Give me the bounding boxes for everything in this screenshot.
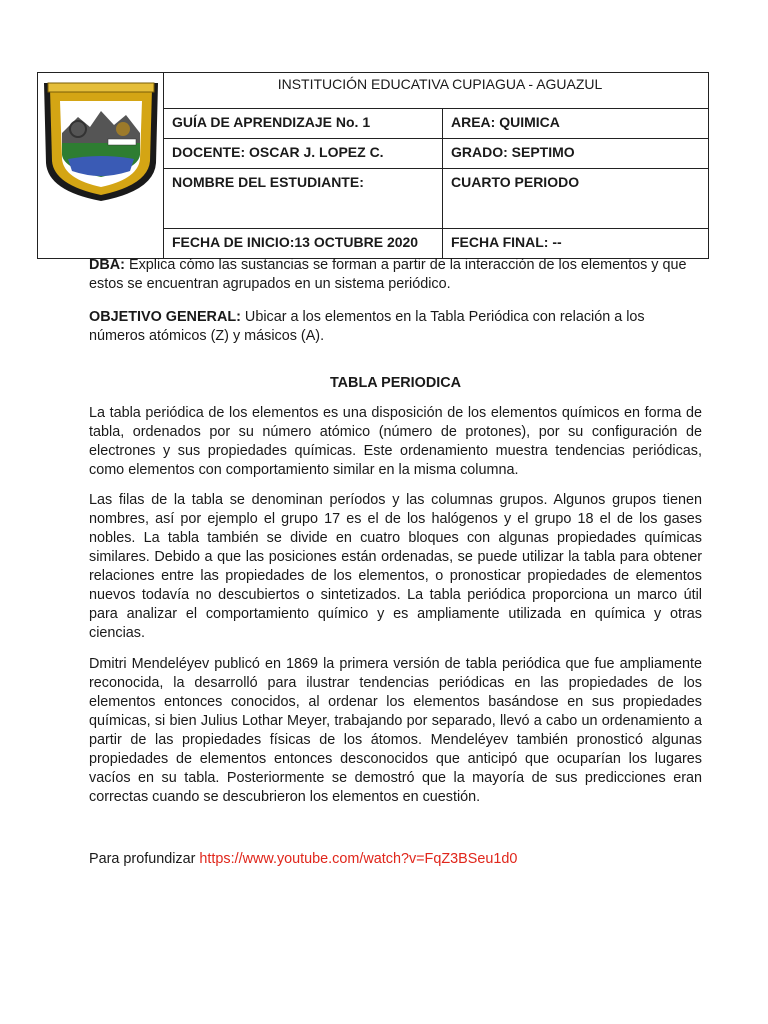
logo-cell	[38, 73, 164, 259]
dba-paragraph	[89, 256, 702, 294]
youtube-link[interactable]: https://www.youtube.com/watch?v=FqZ3BSeu1d0	[199, 851, 518, 867]
paragraph-3: Dmitri Mendeléyev publicó en 1869 la primera versión de tabla periódica que fue ampliamente reconocida, la desarrolló para ilustrar tendencias periódicas en las propiedades de los elementos entonces conocidos, al ordenar los elementos basándose en sus propiedades químicas, si bien Julius Lothar Meyer, trabajando por separado, llevó a cabo un ordenamiento a partir de las propiedades físicas de los átomos. Mendeléyev también pronosticó algunas propiedades de elementos entonces desconocidos que anticipó que ocuparían los lugares vacíos en su tabla. Posteriormente se demostró que la mayoría de sus predicciones eran correctas cuando se descubrieron los elementos en cuestión.	[89, 656, 702, 805]
further-reading	[89, 850, 702, 869]
paragraph-2: Las filas de la tabla se denominan períodos y las columnas grupos. Algunos grupos tienen nombres, así por ejemplo el grupo 17 es el de los halógenos y el grupo 18 el de los gases nobles. La tabla también se divide en cuatro bloques con algunas propiedades químicas similares. Debido a que las posiciones están ordenadas, se puede utilizar la tabla para obtener relaciones entre las propiedades de los elementos, o pronosticar propiedades de elementos nuevos todavía no descubiertos o sintetizados. La tabla periódica proporciona un marco útil para analizar el comportamiento químico y es ampliamente utilizada en química y otras ciencias.	[89, 492, 702, 641]
start-date: FECHA DE INICIO:13 OCTUBRE 2020	[164, 229, 443, 259]
teacher-name: DOCENTE: OSCAR J. LOPEZ C.	[164, 139, 443, 169]
paragraph-1: La tabla periódica de los elementos es una disposición de los elementos químicos en forma de tabla, ordenados por su número atómico (número de protones), por su configuración de electrones y sus propiedades químicas. Este ordenamiento muestra tendencias periódicas, como elementos con comportamiento similar en la misma columna.	[89, 405, 702, 478]
institution-name: INSTITUCIÓN EDUCATIVA CUPIAGUA - AGUAZUL	[164, 73, 709, 109]
guide-number: GUÍA DE APRENDIZAJE No. 1	[164, 109, 443, 139]
grade-level: GRADO: SEPTIMO	[443, 139, 709, 169]
further-label: Para profundizar	[89, 851, 200, 867]
end-date: FECHA FINAL: --	[443, 229, 709, 259]
period-label: CUARTO PERIODO	[443, 169, 709, 229]
dba-text: Explica cómo las sustancias se forman a partir de la interacción de los elementos y que estos se encuentran agrupados en un sistema periódico.	[89, 257, 687, 292]
school-crest-logo	[38, 73, 164, 255]
student-name-field: NOMBRE DEL ESTUDIANTE:	[164, 169, 443, 229]
objective-paragraph	[89, 308, 702, 346]
subject-area: AREA: QUIMICA	[443, 109, 709, 139]
header-table	[37, 72, 709, 259]
objective-text: Ubicar a los elementos en la Tabla Periódica con relación a los números atómicos (Z) y másicos (A).	[89, 309, 645, 344]
objective-label: OBJETIVO GENERAL:	[89, 309, 241, 325]
section-title: TABLA PERIODICA	[329, 375, 462, 391]
dba-label: DBA:	[89, 257, 125, 273]
